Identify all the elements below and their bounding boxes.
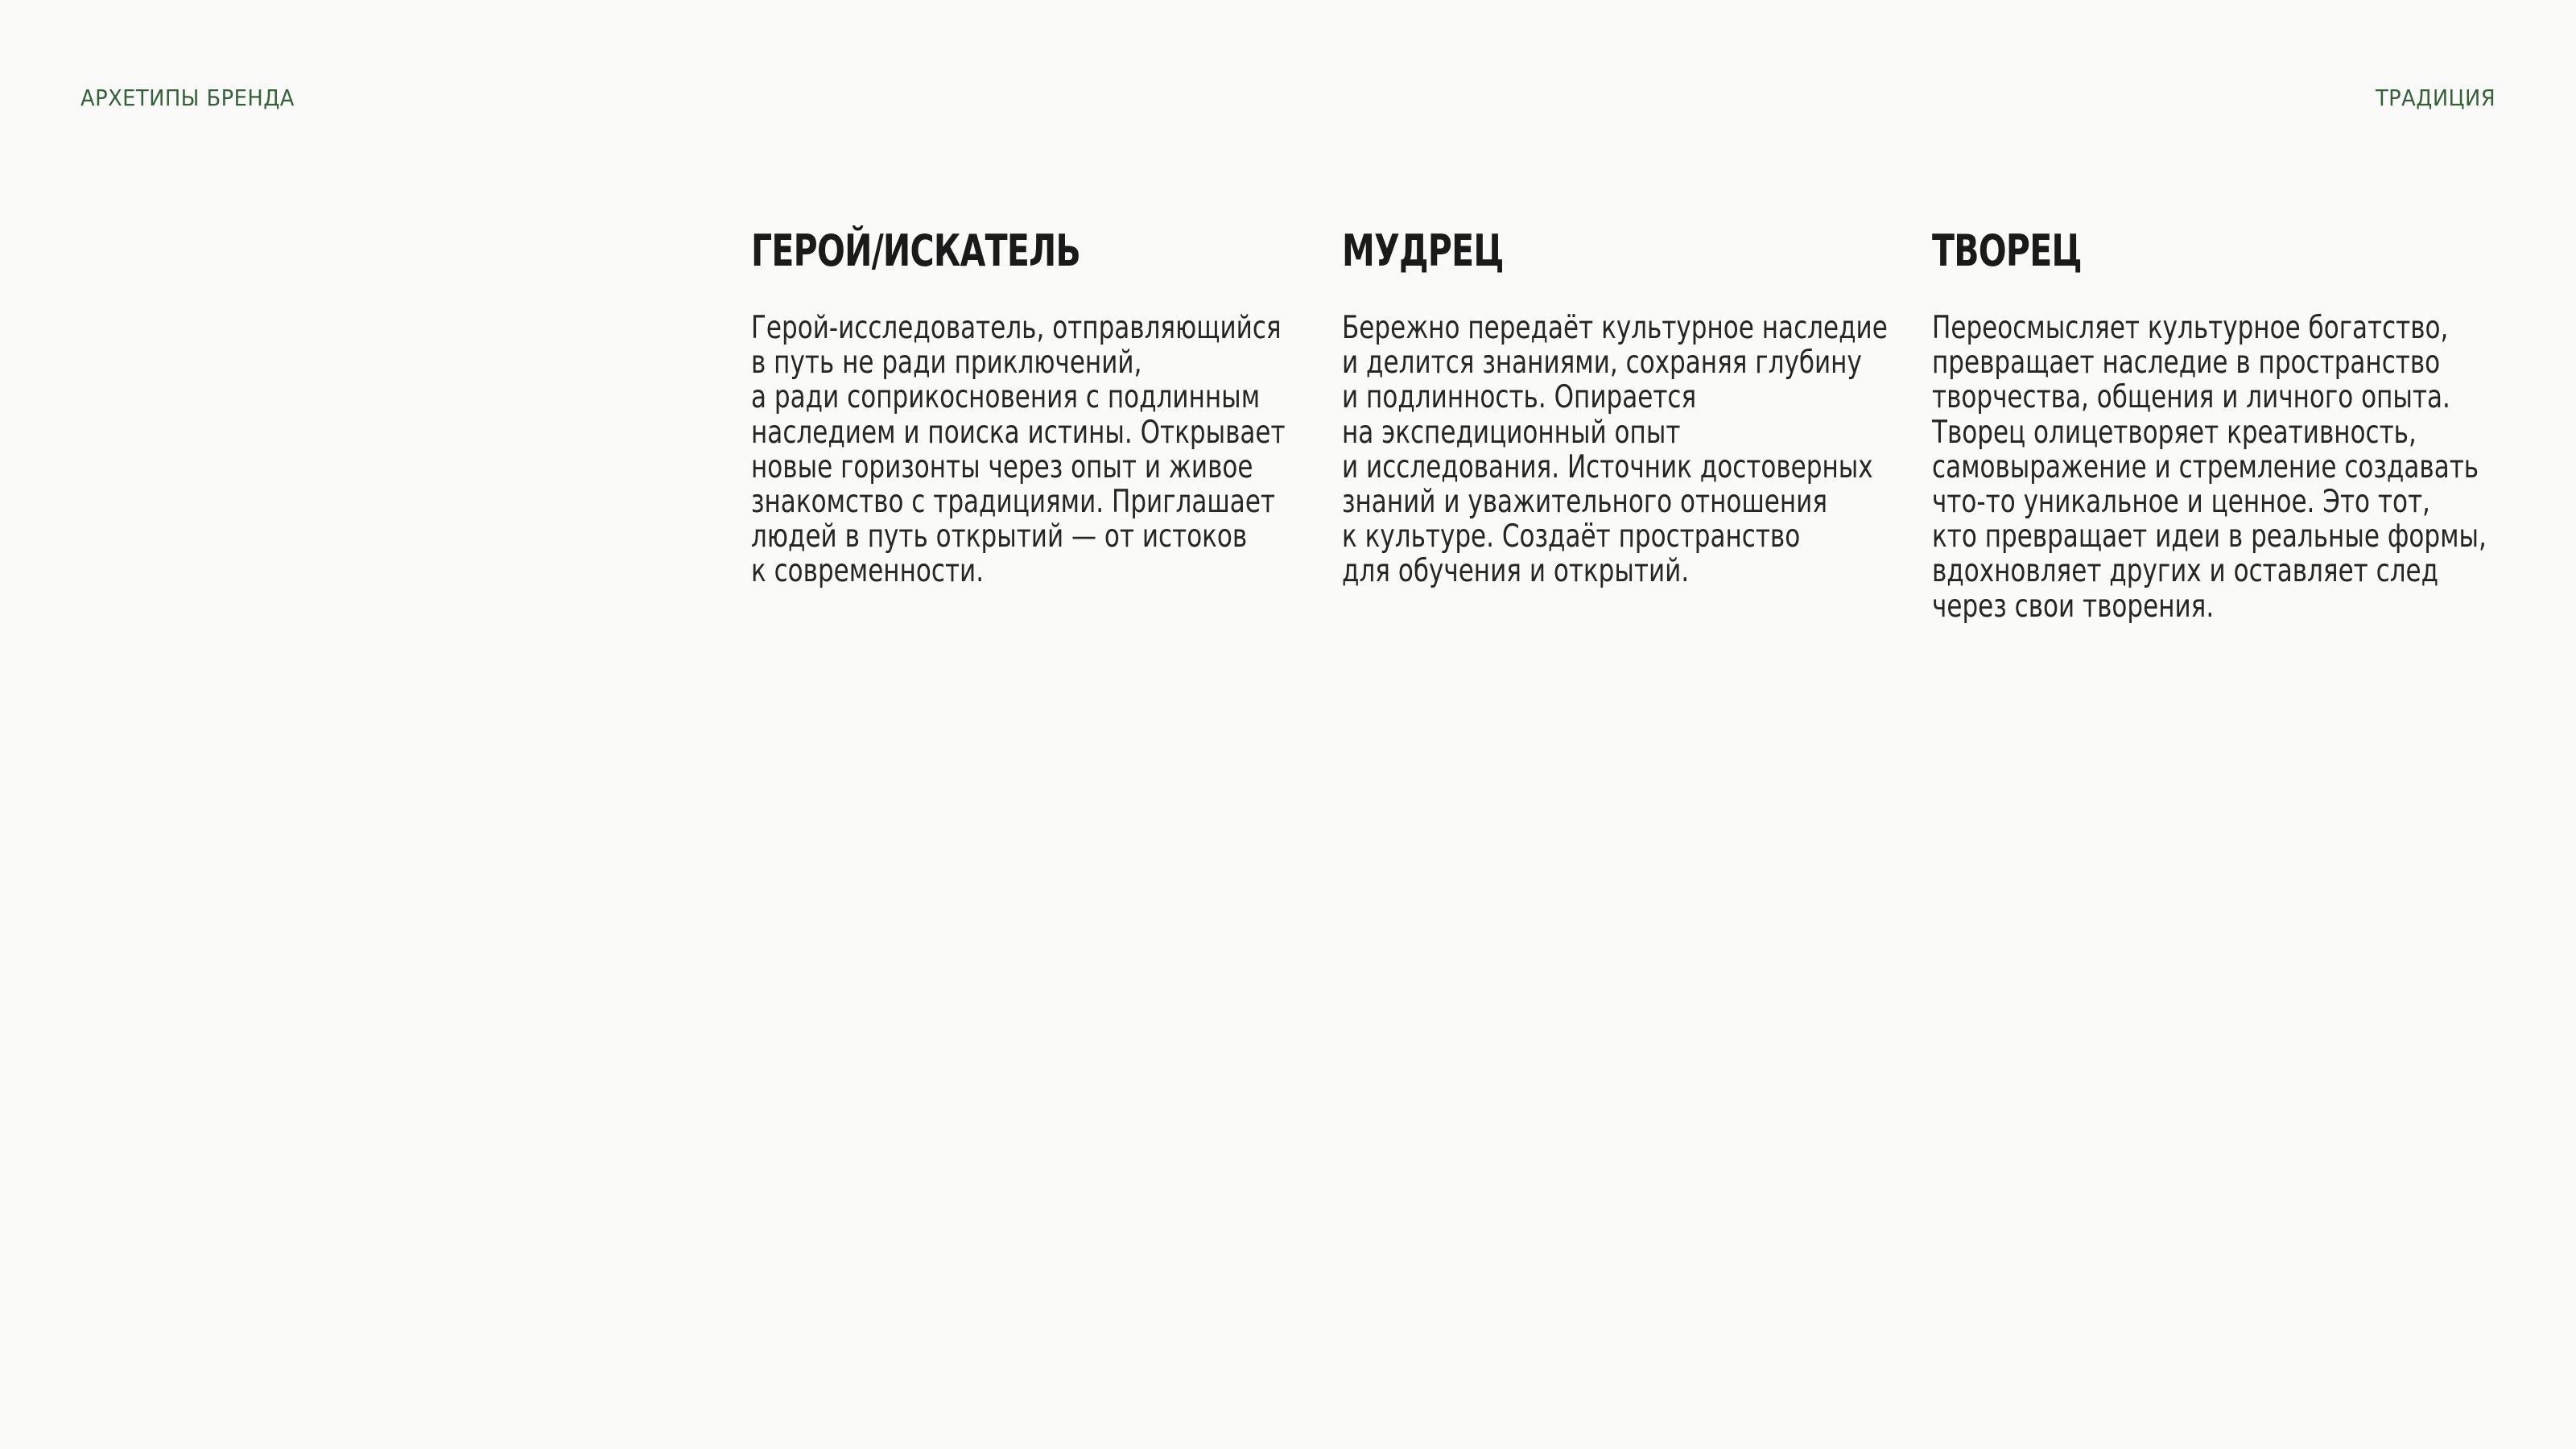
description-line: через свои творения. <box>1932 588 2215 625</box>
archetype-column-creator <box>1932 222 2487 624</box>
archetype-title: МУДРЕЦ <box>1342 225 1504 276</box>
archetype-column-hero <box>751 222 1307 589</box>
description-line: что-то уникальное и ценное. Это тот, <box>1932 484 2430 521</box>
section-label: АРХЕТИПЫ БРЕНДА <box>80 85 295 111</box>
description-line: превращает наследие в пространство <box>1932 345 2441 382</box>
description-line: знакомство с традициями. Приглашает <box>751 484 1276 521</box>
description-line: к культуре. Создаёт пространство <box>1342 518 1801 555</box>
archetype-title: ГЕРОЙ/ИСКАТЕЛЬ <box>751 225 1081 276</box>
description-line: вдохновляет других и оставляет след <box>1932 553 2439 590</box>
archetype-description <box>1932 310 2487 625</box>
description-line: новые горизонты через опыт и живое <box>751 448 1253 485</box>
description-line: людей в путь открытий — от истоков <box>751 518 1248 555</box>
topic-label: ТРАДИЦИЯ <box>2375 85 2496 111</box>
description-line: Переосмысляет культурное богатство, <box>1932 310 2449 346</box>
description-line: наследием и поиска истины. Открывает <box>751 414 1286 451</box>
description-line: творчества, общения и личного опыта. <box>1932 379 2450 416</box>
description-line: и делится знаниями, сохраняя глубину <box>1342 345 1862 382</box>
description-line: Творец олицетворяет креативность, <box>1932 414 2417 451</box>
description-line: а ради соприкосновения с подлинным <box>751 379 1261 416</box>
description-line: знаний и уважительного отношения <box>1342 484 1828 521</box>
archetype-description <box>1342 310 1888 590</box>
description-line: кто превращает идеи в реальные формы, <box>1932 518 2487 555</box>
description-line: Бережно передаёт культурное наследие <box>1342 310 1888 346</box>
description-line: на экспедиционный опыт <box>1342 414 1681 451</box>
description-line: и подлинность. Опирается <box>1342 379 1697 416</box>
description-line: и исследования. Источник достоверных <box>1342 448 1873 485</box>
description-line: для обучения и открытий. <box>1342 553 1690 590</box>
archetype-column-sage <box>1342 222 1897 589</box>
archetype-title: ТВОРЕЦ <box>1932 225 2082 276</box>
description-line: в путь не ради приключений, <box>751 345 1142 382</box>
description-line: Герой-исследователь, отправляющийся <box>751 310 1282 346</box>
description-line: к современности. <box>751 553 985 590</box>
archetype-description <box>751 310 1286 590</box>
description-line: самовыражение и стремление создавать <box>1932 448 2479 485</box>
